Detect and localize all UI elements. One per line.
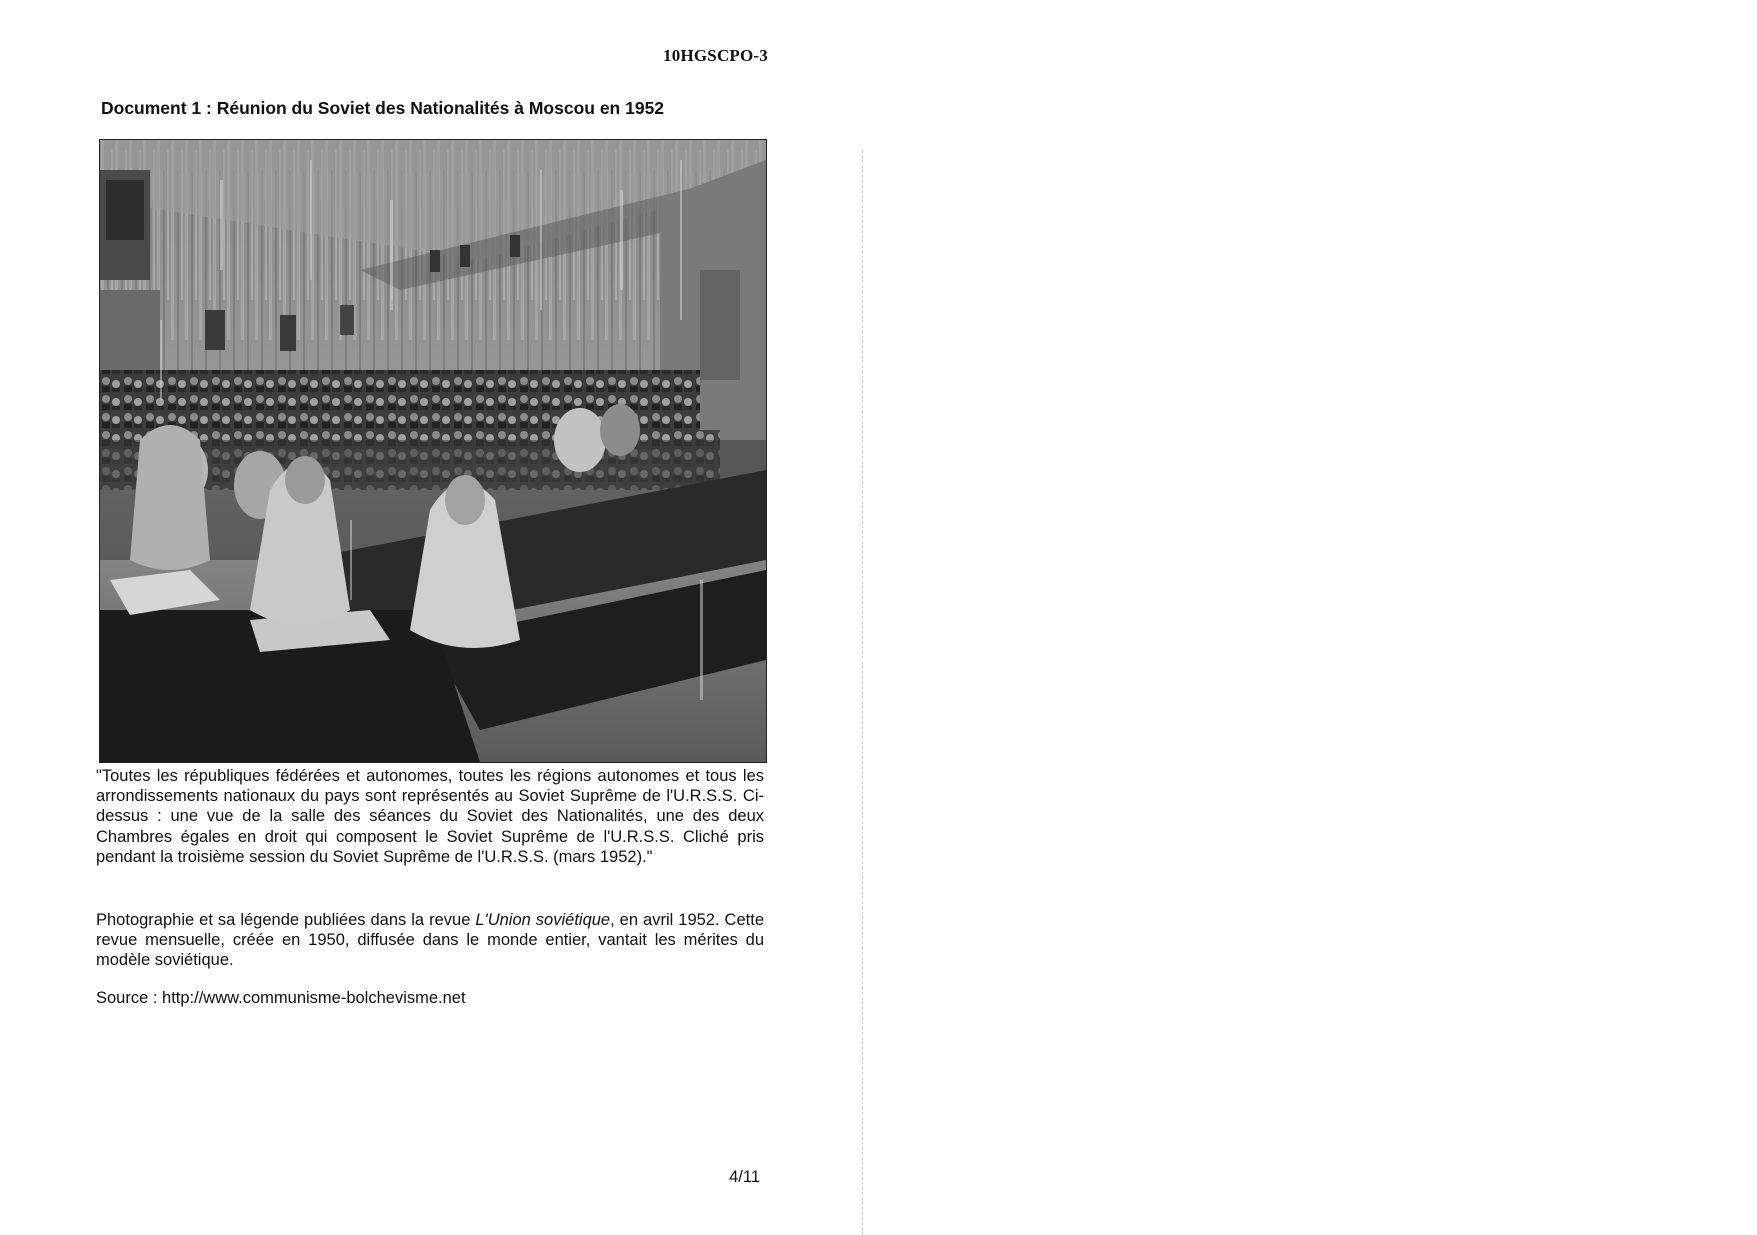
document-title: Document 1 : Réunion du Soviet des Nationalités à Moscou en 1952 — [101, 98, 665, 118]
publication-title: L'Union soviétique — [475, 911, 611, 929]
photograph-assembly-hall-icon — [100, 140, 766, 762]
page-code: 10HGSCPO-3 — [663, 46, 768, 65]
page-fold-divider — [862, 150, 863, 1235]
publication-note-text-end: , en avril 1952. Cette revue mensuelle, créée en 1950, diffusée dans le monde entier, vantait les mérites du modèle soviétique. — [96, 911, 764, 970]
source-line: Source : http://www.communisme-bolchevisme.net — [96, 989, 466, 1007]
photo-caption: "Toutes les républiques fédérées et autonomes, toutes les régions autonomes et tous les arrondissements nationaux du pays sont représentés au Soviet Suprême de l'U.R.S.S. Ci-dessus : une vue de la salle des séances du Soviet des Nationalités, une des deux Chambres égales en droit qui composent le Soviet Suprême de l'U.R.S.S. Cliché pris pendant la troisième session du Soviet Suprême de l'U.R.S.S. (mars 1952)." — [96, 767, 764, 866]
photograph — [99, 139, 767, 763]
publication-note-text: Photographie et sa légende publiées dans la revue — [96, 911, 476, 929]
page-number: 4/11 — [729, 1168, 760, 1186]
publication-note — [96, 910, 764, 971]
